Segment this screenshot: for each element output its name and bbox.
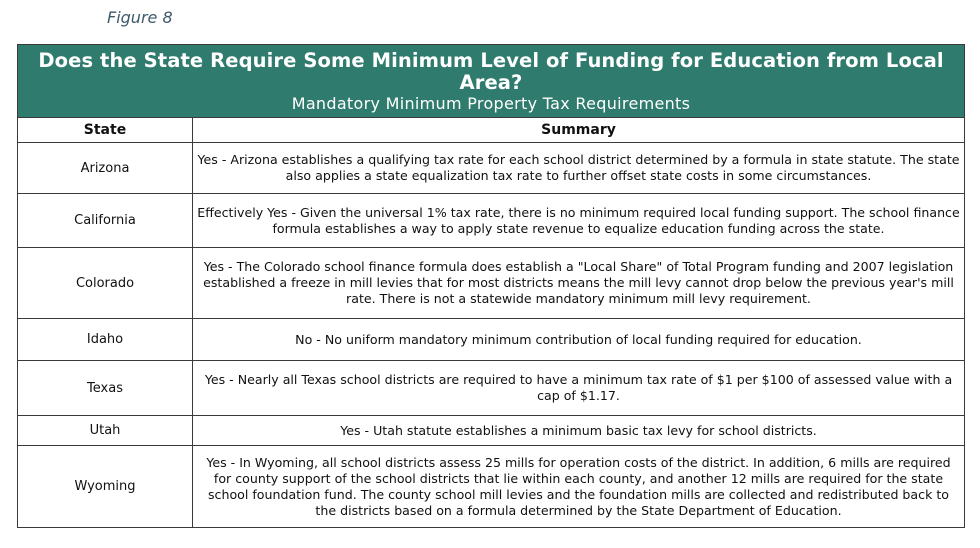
table-row bbox=[18, 361, 965, 416]
table-row bbox=[18, 319, 965, 361]
figure-label: Figure 8 bbox=[107, 8, 173, 27]
state-cell: California bbox=[18, 194, 193, 248]
table-row bbox=[18, 446, 965, 528]
summary-cell: Yes - Utah statute establishes a minimum basic tax levy for school districts. bbox=[193, 416, 965, 446]
funding-requirements-table bbox=[17, 44, 965, 528]
summary-cell: No - No uniform mandatory minimum contribution of local funding required for education. bbox=[193, 319, 965, 361]
table-title-row bbox=[18, 45, 965, 118]
summary-cell: Yes - In Wyoming, all school districts assess 25 mills for operation costs of the district. In addition, 6 mills are required for county support of the school districts that lie within each county, and another 12 mills are required for the state school foundation fund. The county school mill levies and the foundation mills are collected and redistributed back to the districts based on a formula determined by the State Department of Education. bbox=[193, 446, 965, 528]
state-cell: Texas bbox=[18, 361, 193, 416]
table-title: Does the State Require Some Minimum Level of Funding for Education from Local Area? bbox=[38, 48, 944, 94]
table-header bbox=[18, 45, 965, 118]
state-cell: Colorado bbox=[18, 248, 193, 319]
state-cell: Idaho bbox=[18, 319, 193, 361]
column-header-row bbox=[18, 118, 965, 143]
summary-cell: Effectively Yes - Given the universal 1% tax rate, there is no minimum required local funding support. The school finance formula establishes a way to apply state revenue to equalize education funding across the state. bbox=[193, 194, 965, 248]
table-row bbox=[18, 194, 965, 248]
state-cell: Utah bbox=[18, 416, 193, 446]
table-container bbox=[17, 44, 964, 528]
table-row bbox=[18, 248, 965, 319]
summary-cell: Yes - Nearly all Texas school districts are required to have a minimum tax rate of $1 per $100 of assessed value with a cap of $1.17. bbox=[193, 361, 965, 416]
state-cell: Wyoming bbox=[18, 446, 193, 528]
table-row bbox=[18, 416, 965, 446]
column-header-state: State bbox=[18, 118, 193, 143]
column-header-summary: Summary bbox=[193, 118, 965, 143]
table-row bbox=[18, 143, 965, 194]
summary-cell: Yes - The Colorado school finance formula does establish a "Local Share" of Total Program funding and 2007 legislation established a freeze in mill levies that for most districts means the mill levy cannot drop below the previous year's mill rate. There is not a statewide mandatory minimum mill levy requirement. bbox=[193, 248, 965, 319]
table-subtitle: Mandatory Minimum Property Tax Requirements bbox=[291, 93, 691, 113]
summary-cell: Yes - Arizona establishes a qualifying tax rate for each school district determined by a formula in state statute. The state also applies a state equalization tax rate to further offset state costs in some circumstances. bbox=[193, 143, 965, 194]
state-cell: Arizona bbox=[18, 143, 193, 194]
